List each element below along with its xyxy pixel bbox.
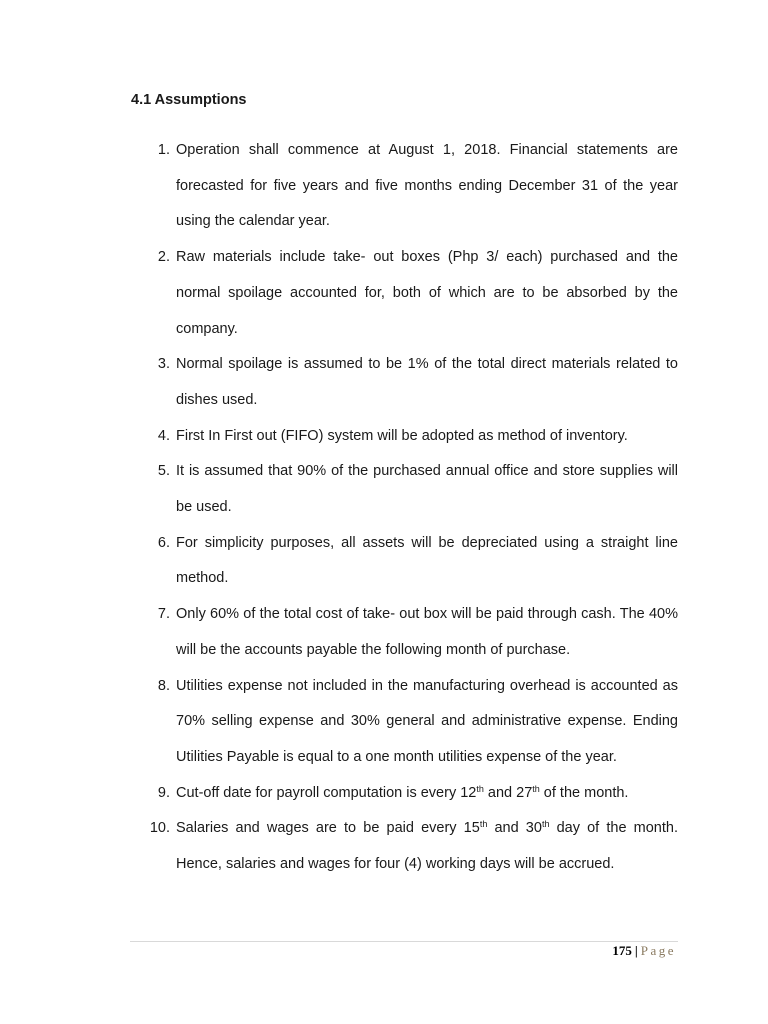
item-text: First In First out (FIFO) system will be adopted as method of inventory. bbox=[176, 427, 628, 444]
list-item bbox=[130, 240, 678, 347]
item-text: of the month. bbox=[539, 784, 629, 801]
item-text: Salaries and wages are to be paid every 15 bbox=[176, 820, 480, 837]
list-item bbox=[130, 133, 678, 240]
page-footer bbox=[612, 943, 676, 959]
item-text: day of the month. Hence, salaries and wages for four (4) working days will be accrued. bbox=[176, 820, 678, 873]
item-text: and 27 bbox=[483, 784, 533, 801]
item-number: 2. bbox=[157, 249, 170, 266]
item-text: Raw materials include take- out boxes (Php 3/ each) purchased and the normal spoilage accounted for, both of which are to be absorbed by the company. bbox=[176, 249, 678, 337]
page-number: 175 bbox=[612, 943, 632, 958]
footer-divider bbox=[130, 941, 678, 942]
list-item bbox=[130, 776, 678, 812]
item-number: 5. bbox=[157, 463, 170, 480]
list-item bbox=[130, 347, 678, 418]
list-item bbox=[130, 669, 678, 776]
item-text: Operation shall commence at August 1, 2018. Financial statements are forecasted for five years and five months ending December 31 of the year using the calendar year. bbox=[176, 142, 678, 230]
assumption-list bbox=[130, 133, 678, 883]
section-heading: 4.1 Assumptions bbox=[131, 92, 247, 108]
item-number: 9. bbox=[157, 784, 170, 801]
item-number: 3. bbox=[157, 356, 170, 373]
list-item bbox=[130, 419, 678, 455]
ordinal-suffix: th bbox=[476, 783, 484, 794]
item-text: For simplicity purposes, all assets will be depreciated using a straight line method. bbox=[176, 534, 678, 587]
item-number: 7. bbox=[157, 606, 170, 623]
ordinal-suffix: th bbox=[541, 819, 550, 830]
item-number: 1. bbox=[157, 142, 170, 158]
page-separator: | bbox=[634, 943, 638, 958]
item-number: 4. bbox=[157, 427, 170, 444]
item-number: 8. bbox=[157, 677, 170, 694]
item-text: and 30 bbox=[487, 820, 542, 837]
ordinal-suffix: th bbox=[479, 819, 488, 830]
item-number: 10. bbox=[149, 820, 170, 837]
item-number: 6. bbox=[157, 534, 170, 551]
list-item bbox=[130, 597, 678, 668]
item-text: Utilities expense not included in the manufacturing overhead is accounted as 70% selling expense and 30% general and administrative expense. Ending Utilities Payable is equal to a one month utilities expense of the year. bbox=[176, 677, 678, 765]
page-label: Page bbox=[640, 943, 676, 958]
ordinal-suffix: th bbox=[532, 783, 540, 794]
item-text: Cut-off date for payroll computation is every 12 bbox=[176, 784, 477, 801]
item-text: Only 60% of the total cost of take- out box will be paid through cash. The 40% will be the accounts payable the following month of purchase. bbox=[176, 606, 678, 658]
list-item bbox=[130, 811, 678, 882]
item-text: It is assumed that 90% of the purchased annual office and store supplies will be used. bbox=[176, 463, 678, 516]
list-item bbox=[130, 526, 678, 597]
list-item bbox=[130, 454, 678, 525]
item-text: Normal spoilage is assumed to be 1% of the total direct materials related to dishes used. bbox=[176, 356, 678, 408]
